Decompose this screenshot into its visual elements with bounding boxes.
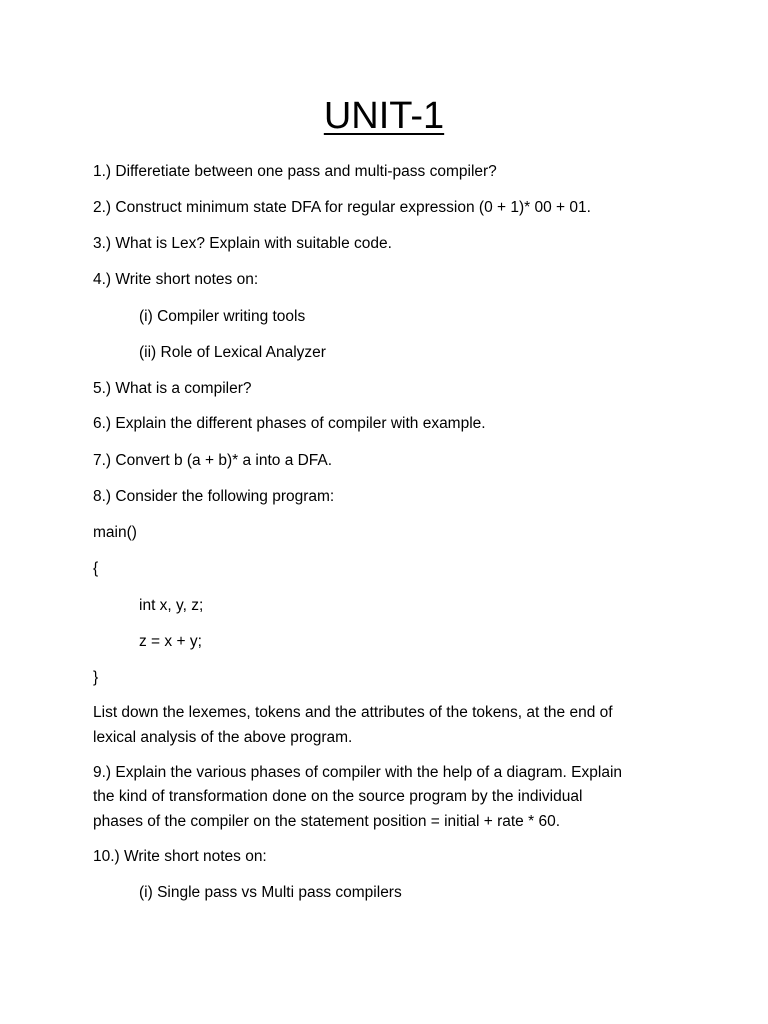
question-9-line-3: phases of the compiler on the statement position = initial + rate * 60. — [93, 813, 560, 830]
question-1: 1.) Differetiate between one pass and multi-pass compiler? — [93, 163, 497, 180]
question-5: 5.) What is a compiler? — [93, 380, 252, 397]
question-9-line-1: 9.) Explain the various phases of compiler with the help of a diagram. Explain — [93, 764, 623, 781]
code-main: main() — [93, 524, 137, 541]
question-4-item-ii: (ii) Role of Lexical Analyzer — [139, 344, 326, 361]
question-9-line-2: the kind of transformation done on the source program by the individual — [93, 788, 583, 805]
code-assignment: z = x + y; — [139, 633, 202, 650]
question-10-item-i: (i) Single pass vs Multi pass compilers — [139, 884, 402, 901]
code-declaration: int x, y, z; — [139, 597, 204, 614]
code-open-brace: { — [93, 560, 99, 577]
question-6: 6.) Explain the different phases of compiler with example. — [93, 415, 486, 432]
question-4-item-i: (i) Compiler writing tools — [139, 308, 306, 325]
question-3: 3.) What is Lex? Explain with suitable code. — [93, 235, 392, 252]
question-8-text-line-2: lexical analysis of the above program. — [93, 729, 353, 746]
question-7: 7.) Convert b (a + b)* a into a DFA. — [93, 452, 333, 469]
question-4: 4.) Write short notes on: — [93, 271, 259, 288]
code-close-brace: } — [93, 669, 99, 686]
page-title: UNIT-1 — [323, 95, 445, 137]
question-10: 10.) Write short notes on: — [93, 848, 267, 865]
question-2: 2.) Construct minimum state DFA for regular expression (0 + 1)* 00 + 01. — [93, 199, 591, 216]
question-8: 8.) Consider the following program: — [93, 488, 335, 505]
question-8-text-line-1: List down the lexemes, tokens and the attributes of the tokens, at the end of — [93, 704, 613, 721]
